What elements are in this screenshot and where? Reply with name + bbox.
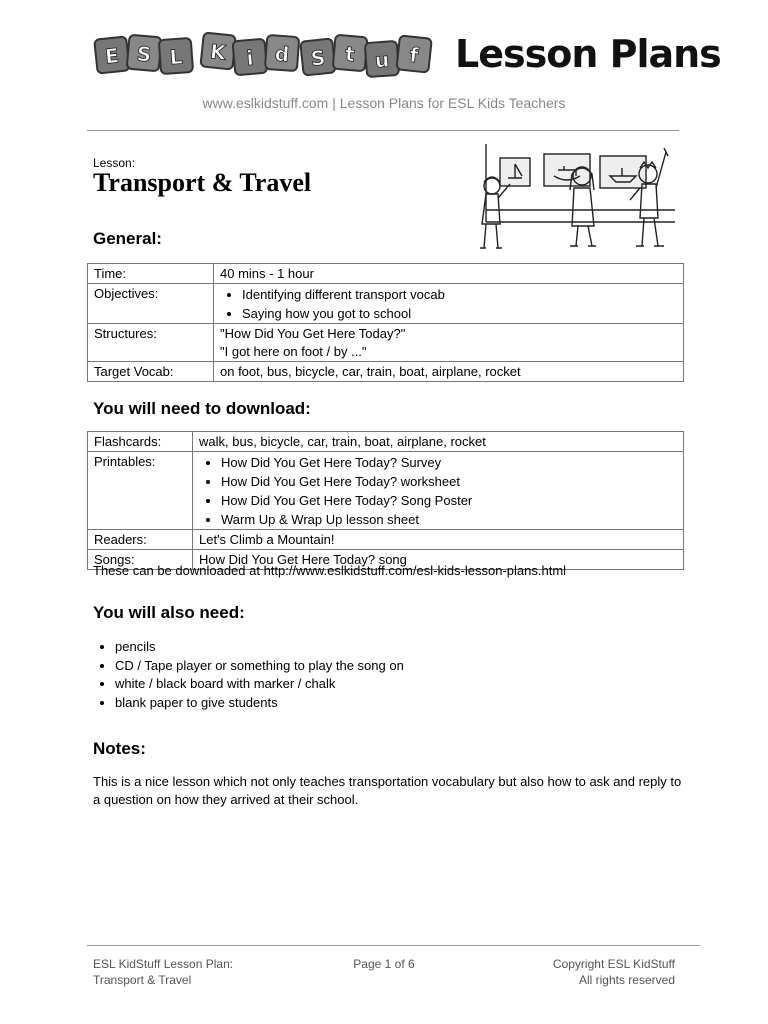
list-item: • Saying how you got to school (242, 304, 677, 323)
download-table (87, 431, 684, 570)
table-row (88, 530, 684, 550)
list-item: • How Did You Get Here Today? Survey (221, 453, 677, 472)
classroom-illustration (470, 138, 685, 256)
row-label: Objectives: (88, 284, 214, 324)
page-number: Page 1 of 6 (353, 957, 415, 971)
lesson-label: Lesson: (93, 156, 136, 170)
lesson-title: Transport & Travel (93, 168, 312, 197)
footer-right (475, 956, 675, 988)
download-heading: You will need to download: (93, 399, 311, 418)
svg-text:E: E (103, 43, 121, 69)
footer-rights: All rights reserved (578, 973, 675, 987)
row-value: How Did You Get Here Today? song (193, 550, 684, 570)
svg-text:i: i (245, 45, 255, 71)
notes-heading: Notes: (93, 739, 146, 758)
footer-plan-label: ESL KidStuff Lesson Plan: (93, 957, 234, 971)
download-note: These can be downloaded at http://www.eslkidstuff.com/esl-kids-lesson-plans.html (93, 563, 567, 578)
row-label: Time: (88, 264, 214, 284)
table-row (88, 362, 684, 382)
header-divider (87, 130, 679, 131)
row-label: Readers: (88, 530, 193, 550)
row-value (214, 324, 684, 362)
svg-text:u: u (374, 47, 390, 73)
list-item: • How Did You Get Here Today? Song Poster (221, 491, 677, 510)
list-item: • CD / Tape player or something to play the song on (115, 657, 404, 676)
table-row (88, 452, 684, 530)
footer-copyright: Copyright ESL KidStuff (552, 957, 675, 971)
also-need-list (93, 638, 404, 712)
structure-line: "How Did You Get Here Today?" (220, 326, 406, 341)
list-item: • Identifying different transport vocab (242, 285, 677, 304)
general-heading: General: (93, 229, 162, 248)
list-item: • pencils (115, 638, 404, 657)
row-value: Let's Climb a Mountain! (193, 530, 684, 550)
svg-text:d: d (274, 41, 290, 67)
table-row (88, 432, 684, 452)
svg-text:S: S (135, 41, 153, 67)
list-item: • Warm Up & Wrap Up lesson sheet (221, 510, 677, 529)
svg-text:S: S (309, 45, 327, 71)
lesson-plans-title: Lesson Plans (455, 32, 721, 76)
svg-text:f: f (408, 42, 420, 68)
also-need-heading: You will also need: (93, 603, 245, 622)
svg-text:t: t (344, 41, 356, 67)
table-row (88, 324, 684, 362)
footer-divider (87, 945, 700, 946)
list-item: • white / black board with marker / chalk (115, 675, 404, 694)
site-subtitle: www.eslkidstuff.com | Lesson Plans for ESL Kids Teachers (202, 95, 566, 111)
footer-lesson-name: Transport & Travel (93, 973, 192, 987)
structure-line: "I got here on foot / by ..." (220, 344, 367, 359)
general-table (87, 263, 684, 382)
row-value (214, 284, 684, 324)
svg-text:K: K (209, 39, 227, 65)
row-value (193, 452, 684, 530)
row-value: walk, bus, bicycle, car, train, boat, airplane, rocket (193, 432, 684, 452)
row-label: Target Vocab: (88, 362, 214, 382)
row-label: Flashcards: (88, 432, 193, 452)
row-value: on foot, bus, bicycle, car, train, boat, airplane, rocket (214, 362, 684, 382)
row-label: Songs: (88, 550, 193, 570)
notes-text: This is a nice lesson which not only teaches transportation vocabulary but also how to ask and reply to a question on how they arrived at their school. (93, 774, 682, 807)
table-row (88, 284, 684, 324)
list-item: • How Did You Get Here Today? worksheet (221, 472, 677, 491)
row-label: Structures: (88, 324, 214, 362)
svg-text:L: L (168, 44, 184, 70)
table-row (88, 264, 684, 284)
list-item: • blank paper to give students (115, 694, 404, 713)
row-label: Printables: (88, 452, 193, 530)
footer-left (93, 956, 233, 988)
row-value: 40 mins - 1 hour (214, 264, 684, 284)
esl-kidstuff-logo (92, 30, 442, 86)
